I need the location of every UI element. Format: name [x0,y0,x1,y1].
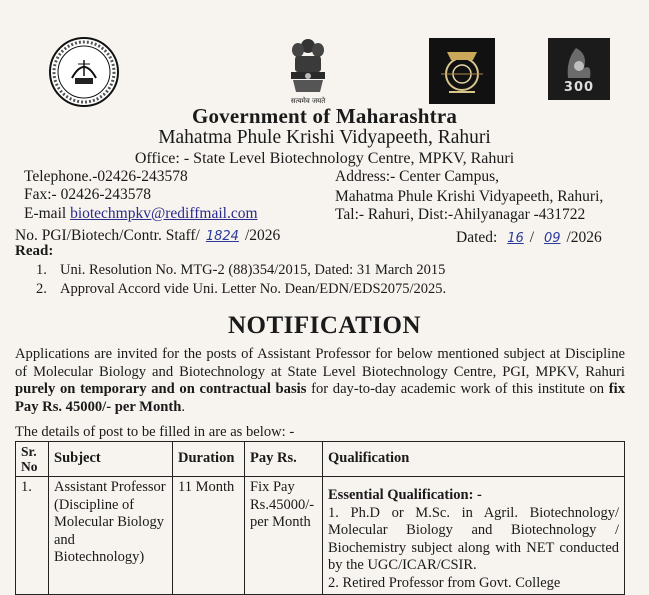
heritage-seal-logo [429,38,495,104]
government-title: Government of Maharashtra [191,104,458,128]
table-row [16,477,625,595]
paragraph-text-1: Applications are invited for the posts of Assistant Professor for below mentioned subject at Discipline of Molecular Biology and Biotechnology at State Level Biotechnology Centre, PGI, MPKV, Rahuri [15,346,625,380]
paragraph-text-2: for day-to-day academic work of this institute on [306,381,609,397]
header-subject: Subject [49,442,173,477]
details-intro: The details of post to be filled in are as below: - [15,424,295,440]
read-item-number: 2. [36,281,47,297]
qualification-heading: Essential Qualification: - [328,487,482,503]
paragraph-bold-2: fix Pay Rs. 45000/- per Month [15,381,625,415]
anniversary-number: 300 [563,80,595,95]
reference-suffix: /2026 [244,227,281,244]
handwritten-month: 09 [543,231,561,246]
cell-pay: Fix Pay Rs.45000/- per Month [245,477,323,595]
email-row [24,205,258,223]
anniversary-logo [548,38,610,100]
emblem-motto: सत्यमेव जयते [290,97,326,105]
address-line-2: Mahatma Phule Krishi Vidyapeeth, Rahuri, [335,188,604,205]
university-logo [48,36,120,108]
date-line [456,229,602,247]
table-header-row [16,442,625,477]
national-emblem [287,36,329,106]
read-label: Read: [15,243,54,259]
read-item-text: Approval Accord vide Uni. Letter No. Dean/EDN/EDS2075/2025. [60,281,447,297]
read-item-2 [36,281,446,298]
cell-qualification [323,477,625,595]
qualification-item-1: 1. Ph.D or M.Sc. in Agril. Biotechnology/ Molecular Biology and Biotechnology / Biochemistry subject along with NET conducted by the UGC/ICAR/CSIR. [328,504,619,573]
cell-subject: Assistant Professor (Discipline of Molecular Biology and Biotechnology) [49,477,173,595]
email-label: E-mail [24,205,67,222]
date-year: /2026 [566,229,602,246]
reference-number [15,227,280,245]
handwritten-day: 16 [507,231,524,246]
header-pay: Pay Rs. [245,442,323,477]
paragraph-text-3: . [181,398,185,415]
cell-duration: 11 Month [173,477,245,595]
posts-table [15,441,625,595]
read-item-number: 1. [36,262,47,278]
fax: Fax:- 02426-243578 [24,186,152,203]
header-sr-no: Sr. No [16,442,49,477]
cell-sr-no: 1. [16,477,49,595]
read-item-1 [36,262,445,279]
qualification-item-2: 2. Retired Professor from Govt. College [328,574,561,591]
reference-prefix: No. PGI/Biotech/Contr. Staff/ [15,227,200,244]
notification-title: NOTIFICATION [227,312,422,339]
email-link[interactable]: biotechmpkv@rediffmail.com [70,205,258,222]
handwritten-ref-number: 1824 [205,229,239,244]
read-item-text: Uni. Resolution No. MTG-2 (88)354/2015, Dated: 31 March 2015 [60,262,446,278]
date-separator: / [529,229,535,246]
header-duration: Duration [173,442,245,477]
telephone: Telephone.-02426-243578 [24,168,188,185]
address-line-1: Address:- Center Campus, [335,168,500,185]
header-qualification: Qualification [323,442,625,477]
paragraph-bold-1: purely on temporary and on contractual basis [15,381,307,397]
address-line-3: Tal:- Rahuri, Dist:-Ahilyanagar -431722 [335,206,586,223]
office-name: Office: - State Level Biotechnology Centre, MPKV, Rahuri [134,150,515,167]
university-name: Mahatma Phule Krishi Vidyapeeth, Rahuri [158,127,491,148]
notification-paragraph [15,346,625,416]
dated-label: Dated: [456,229,498,246]
